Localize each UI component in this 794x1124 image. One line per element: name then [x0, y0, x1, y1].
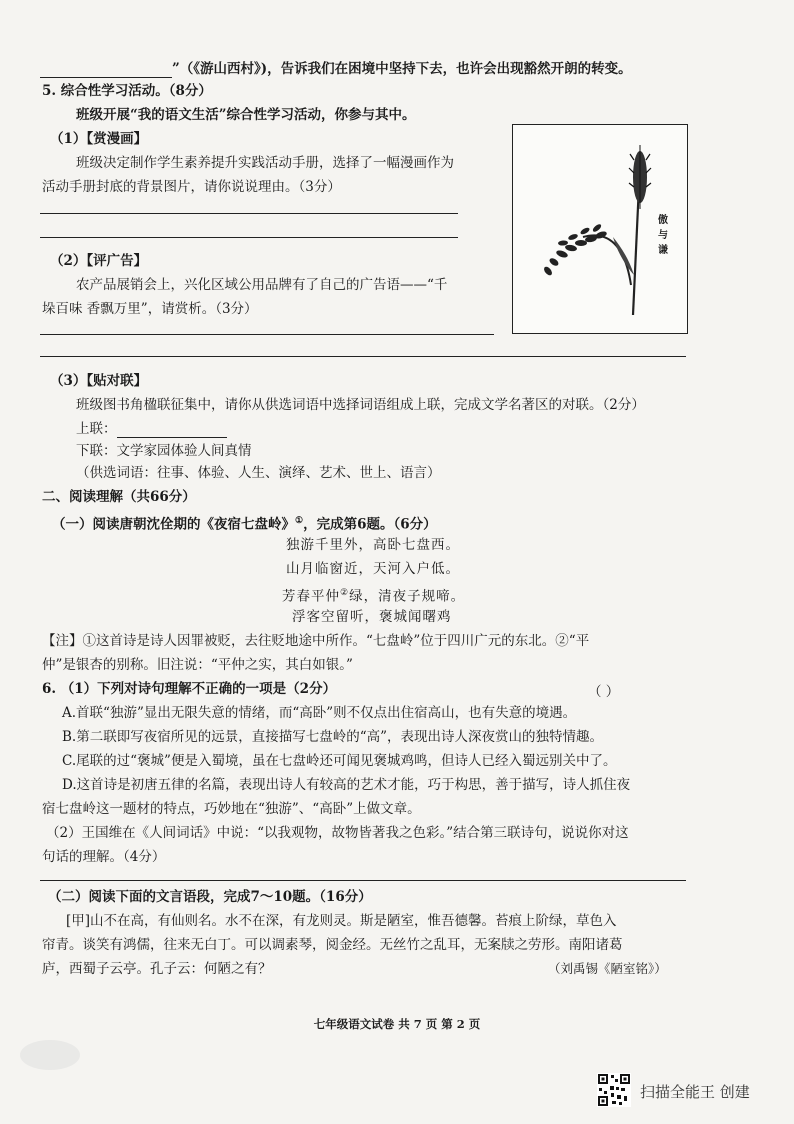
- section2-header: 二、阅读理解（共66分）: [42, 489, 196, 505]
- q5-sub2-line1: 农产品展销会上，兴化区域公用品牌有了自己的广告语——“千: [76, 277, 448, 293]
- part1-intro: [52, 512, 437, 534]
- q5-sub1-title: （1）【赏漫画】: [50, 131, 148, 147]
- q5-intro: 班级开展“我的语文生活”综合性学习活动，你参与其中。: [76, 107, 416, 123]
- q4-tail-line: [40, 60, 632, 78]
- q6-option-d-1: D.这首诗是初唐五律的名篇，表现出诗人有较高的艺术才能，巧于构思，善于描写，诗人抓住夜: [62, 777, 631, 793]
- page-footer: 七年级语文试卷 共 7 页 第 2 页: [313, 1017, 481, 1031]
- q6-2-line1: （2）王国维在《人间词话》中说：“以我观物，故物皆著我之色彩。”结合第三联诗句，说说你对这: [46, 825, 629, 841]
- q5-sub3-options: （供选词语：往事、体验、人生、演绎、艺术、世上、语言）: [76, 465, 441, 481]
- poem-line-1: 独游千里外，高卧七盘西。: [286, 537, 460, 553]
- q5-sub1-line2: 活动手册封底的背景图片，请你说说理由。（3分）: [42, 179, 341, 195]
- classical-line-2: 帘青。谈笑有鸿儒，往来无白丁。可以调素琴，阅金经。无丝竹之乱耳，无案牍之劳形。南阳诸葛: [42, 937, 623, 953]
- q5-header: 5. 综合性学习活动。（8分）: [42, 83, 212, 99]
- answer-line[interactable]: [40, 237, 458, 238]
- answer-line[interactable]: [40, 880, 686, 881]
- answer-line[interactable]: [40, 356, 686, 357]
- poem-line-3: [282, 584, 465, 606]
- part1-intro-b: ，完成第6题。（6分）: [303, 516, 437, 533]
- scan-smudge: [20, 1040, 80, 1070]
- q4-tail-text: ”（《游山西村》)，告诉我们在困境中坚持下去，也许会出现豁然开朗的转变。: [172, 61, 632, 77]
- cartoon-frame: [512, 124, 688, 334]
- note-line-2: 仲”是银杏的别称。旧注说：“平仲之实，其白如银。”: [42, 657, 353, 673]
- scanner-watermark: 扫描全能王 创建: [640, 1083, 750, 1101]
- q5-sub2-line2: 垛百味 香飘万里”，请赏析。（3分）: [42, 301, 258, 317]
- q6-option-c: C.尾联的过“褒城”便是入蜀境，虽在七盘岭还可闻见褒城鸡鸣，但诗人已经入蜀远别关中了。: [62, 753, 617, 769]
- classical-source: （刘禹锡《陋室铭》）: [548, 961, 667, 976]
- answer-line[interactable]: [40, 213, 458, 214]
- note-mark: ②: [340, 588, 350, 598]
- upper-couplet-blank[interactable]: [117, 423, 227, 438]
- q6-option-d-2: 宿七盘岭这一题材的特点，巧妙地在“独游”、“高卧”上做文章。: [42, 801, 421, 817]
- q6-2-line2: 句话的理解。（4分）: [42, 849, 166, 865]
- q6-1-stem: 6. （1）下列对诗句理解不正确的一项是（2分）: [42, 681, 337, 697]
- q5-sub3-upper: [76, 420, 227, 438]
- classical-line-1: [甲]山不在高，有仙则名。水不在深，有龙则灵。斯是陋室，惟吾德馨。苔痕上阶绿，草色入: [66, 913, 617, 929]
- cartoon-caption: 傲与谦: [658, 215, 668, 256]
- q6-option-b: B.第二联即写夜宿所见的远景，直接描写七盘岭的“高”，表现出诗人深夜赏山的独特情趣。: [62, 729, 604, 745]
- part2-intro: （二）阅读下面的文言语段，完成7～10题。（16分）: [48, 889, 372, 905]
- poem-line-2: 山月临窗近，天河入户低。: [286, 561, 460, 577]
- q5-sub3-title: （3）【贴对联】: [50, 373, 148, 389]
- answer-paren[interactable]: （ ）: [588, 684, 620, 700]
- q6-option-a: A.首联“独游”显出无限失意的情绪，而“高卧”则不仅点出住宿高山，也有失意的境遇。: [62, 705, 577, 721]
- q5-sub2-title: （2）【评广告】: [50, 253, 148, 269]
- note-mark: ①: [295, 516, 304, 526]
- upper-label: 上联：: [76, 421, 117, 437]
- q5-sub3-line1: 班级图书角楹联征集中，请你从供选词语中选择词语组成上联，完成文学名著区的对联。（2分）: [76, 397, 645, 413]
- qr-code-icon: [597, 1073, 631, 1107]
- answer-line[interactable]: [40, 334, 494, 335]
- poem-line-3a: 芳春平仲: [282, 588, 340, 605]
- q5-sub3-lower: 下联：文学家园体验人间真情: [76, 443, 252, 459]
- answer-blank[interactable]: [40, 63, 172, 78]
- classical-line-3: 庐，西蜀子云亭。孔子云：何陋之有？: [42, 961, 272, 977]
- poem-line-4: 浮客空留听，褒城闻曙鸡: [292, 609, 452, 625]
- q5-sub1-line1: 班级决定制作学生素养提升实践活动手册，选择了一幅漫画作为: [76, 155, 454, 171]
- part1-intro-a: （一）阅读唐朝沈佺期的《夜宿七盘岭》: [52, 516, 295, 533]
- note-line-1: 【注】①这首诗是诗人因罪被贬，去往贬地途中所作。“七盘岭”位于四川广元的东北。②“平: [42, 633, 590, 649]
- poem-line-3b: 绿，清夜子规啼。: [349, 588, 466, 605]
